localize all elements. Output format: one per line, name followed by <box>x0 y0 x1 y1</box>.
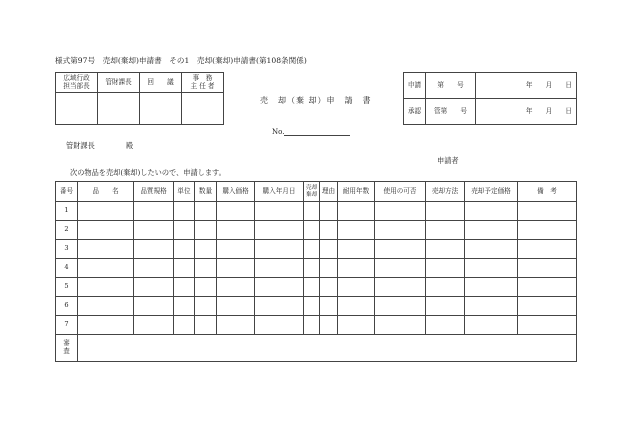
table-cell[interactable] <box>304 221 320 240</box>
table-cell[interactable] <box>518 297 577 316</box>
col-remarks: 備 考 <box>518 182 577 202</box>
table-cell[interactable] <box>518 278 577 297</box>
approval-col-clerk: 事 務 主 任 者 <box>182 73 224 93</box>
table-cell[interactable] <box>338 240 375 259</box>
table-cell[interactable] <box>320 297 338 316</box>
stamp-box[interactable] <box>56 93 98 125</box>
table-cell[interactable] <box>465 278 518 297</box>
stamp-box[interactable] <box>140 93 182 125</box>
table-cell[interactable] <box>375 259 426 278</box>
table-cell[interactable] <box>304 297 320 316</box>
application-date[interactable]: 年 月 日 <box>476 73 577 99</box>
approval-label: 承認 <box>404 99 426 125</box>
number-field[interactable] <box>284 135 350 136</box>
table-cell[interactable] <box>134 221 174 240</box>
col-qty: 数量 <box>195 182 217 202</box>
table-cell[interactable] <box>134 240 174 259</box>
col-no: 番号 <box>56 182 78 202</box>
number-label: No. <box>272 128 285 136</box>
honorific: 殿 <box>126 141 134 150</box>
table-cell[interactable] <box>518 316 577 335</box>
table-cell[interactable] <box>195 221 217 240</box>
addressee: 管財課長 <box>66 141 95 150</box>
approval-number[interactable]: 管第 号 <box>426 99 476 125</box>
table-cell[interactable] <box>78 202 134 221</box>
table-cell[interactable] <box>195 202 217 221</box>
approval-col-circulation: 回 議 <box>140 73 182 93</box>
table-cell[interactable] <box>320 278 338 297</box>
row-number: 1 <box>56 202 78 221</box>
table-cell[interactable] <box>465 259 518 278</box>
table-cell[interactable] <box>518 221 577 240</box>
table-cell[interactable] <box>338 278 375 297</box>
table-cell[interactable] <box>255 240 304 259</box>
table-cell[interactable] <box>174 297 195 316</box>
row-number: 2 <box>56 221 78 240</box>
form-header: 様式第97号 売却(棄却)申請書 その1 売却(棄却)申請書(第108条関係) <box>55 56 307 65</box>
row-number: 4 <box>56 259 78 278</box>
table-cell[interactable] <box>217 278 255 297</box>
table-row <box>56 240 577 259</box>
table-cell[interactable] <box>375 316 426 335</box>
table-cell[interactable] <box>255 316 304 335</box>
table-cell[interactable] <box>174 240 195 259</box>
table-cell[interactable] <box>217 221 255 240</box>
table-cell[interactable] <box>78 259 134 278</box>
approval-col-director: 広域行政 担当部長 <box>56 73 98 93</box>
table-cell[interactable] <box>195 316 217 335</box>
table-cell[interactable] <box>255 259 304 278</box>
table-cell[interactable] <box>465 221 518 240</box>
table-cell[interactable] <box>465 202 518 221</box>
table-cell[interactable] <box>217 297 255 316</box>
review-cell[interactable] <box>78 335 577 362</box>
table-cell[interactable] <box>426 316 465 335</box>
table-cell[interactable] <box>78 278 134 297</box>
table-cell[interactable] <box>320 259 338 278</box>
table-cell[interactable] <box>78 316 134 335</box>
row-number: 5 <box>56 278 78 297</box>
application-label: 申請 <box>404 73 426 99</box>
table-header <box>56 182 577 202</box>
table-cell[interactable] <box>174 202 195 221</box>
table-cell[interactable] <box>174 259 195 278</box>
col-item: 品 名 <box>78 182 134 202</box>
table-cell[interactable] <box>304 316 320 335</box>
table-cell[interactable] <box>375 202 426 221</box>
table-cell[interactable] <box>338 221 375 240</box>
table-cell[interactable] <box>255 221 304 240</box>
table-cell[interactable] <box>195 278 217 297</box>
document-title: 売 却（棄 却）申 請 書 <box>260 96 372 105</box>
table-row <box>56 259 577 278</box>
table-cell[interactable] <box>426 221 465 240</box>
table-cell[interactable] <box>134 316 174 335</box>
table-cell[interactable] <box>195 297 217 316</box>
applicant-label: 申請者 <box>437 156 459 165</box>
table-cell[interactable] <box>78 221 134 240</box>
table-cell[interactable] <box>78 297 134 316</box>
table-cell[interactable] <box>338 297 375 316</box>
table-cell[interactable] <box>304 202 320 221</box>
table-cell[interactable] <box>465 240 518 259</box>
table-cell[interactable] <box>195 259 217 278</box>
table-row <box>56 221 577 240</box>
table-row <box>56 202 577 221</box>
table-cell[interactable] <box>320 316 338 335</box>
table-cell[interactable] <box>320 202 338 221</box>
table-cell[interactable] <box>426 259 465 278</box>
approval-stamp-table <box>55 72 224 125</box>
table-cell[interactable] <box>465 297 518 316</box>
table-cell[interactable] <box>375 278 426 297</box>
table-cell[interactable] <box>375 240 426 259</box>
stamp-box[interactable] <box>98 93 140 125</box>
row-number: 6 <box>56 297 78 316</box>
table-cell[interactable] <box>255 297 304 316</box>
table-cell[interactable] <box>518 240 577 259</box>
col-type: 売却 棄却 <box>304 182 320 202</box>
table-cell[interactable] <box>518 202 577 221</box>
table-cell[interactable] <box>134 278 174 297</box>
col-usable: 使用の可否 <box>375 182 426 202</box>
col-reason: 理由 <box>320 182 338 202</box>
table-cell[interactable] <box>304 240 320 259</box>
table-cell[interactable] <box>426 240 465 259</box>
table-cell[interactable] <box>465 316 518 335</box>
application-info-table <box>403 72 577 125</box>
approval-col-manager: 管財課長 <box>98 73 140 93</box>
col-unit: 単位 <box>174 182 195 202</box>
table-cell[interactable] <box>320 240 338 259</box>
table-cell[interactable] <box>320 221 338 240</box>
intro-text: 次の物品を売却(棄却)したいので、申請します。 <box>70 168 226 177</box>
table-cell[interactable] <box>174 316 195 335</box>
table-cell[interactable] <box>217 316 255 335</box>
col-planned: 売却予定価格 <box>465 182 518 202</box>
row-number: 7 <box>56 316 78 335</box>
application-number[interactable]: 第 号 <box>426 73 476 99</box>
col-date: 購入年月日 <box>255 182 304 202</box>
table-cell[interactable] <box>134 202 174 221</box>
col-spec: 品質規格 <box>134 182 174 202</box>
table-cell[interactable] <box>134 259 174 278</box>
table-cell[interactable] <box>304 259 320 278</box>
table-cell[interactable] <box>174 278 195 297</box>
review-row <box>56 335 577 362</box>
table-cell[interactable] <box>134 297 174 316</box>
table-cell[interactable] <box>518 259 577 278</box>
table-cell[interactable] <box>255 202 304 221</box>
table-cell[interactable] <box>426 297 465 316</box>
table-row <box>56 278 577 297</box>
table-row <box>56 297 577 316</box>
table-cell[interactable] <box>375 297 426 316</box>
table-cell[interactable] <box>195 240 217 259</box>
table-cell[interactable] <box>174 221 195 240</box>
col-life: 耐用年数 <box>338 182 375 202</box>
table-row <box>56 316 577 335</box>
col-method: 売却方法 <box>426 182 465 202</box>
table-cell[interactable] <box>338 316 375 335</box>
review-label: 審 査 <box>56 335 78 362</box>
table-cell[interactable] <box>217 240 255 259</box>
items-table <box>55 181 577 362</box>
table-cell[interactable] <box>304 278 320 297</box>
table-cell[interactable] <box>375 221 426 240</box>
approval-date[interactable]: 年 月 日 <box>476 99 577 125</box>
row-number: 3 <box>56 240 78 259</box>
stamp-box[interactable] <box>182 93 224 125</box>
table-cell[interactable] <box>338 202 375 221</box>
table-cell[interactable] <box>78 240 134 259</box>
table-cell[interactable] <box>426 202 465 221</box>
table-cell[interactable] <box>338 259 375 278</box>
table-cell[interactable] <box>217 259 255 278</box>
table-cell[interactable] <box>426 278 465 297</box>
table-cell[interactable] <box>217 202 255 221</box>
table-cell[interactable] <box>255 278 304 297</box>
col-price: 購入価格 <box>217 182 255 202</box>
